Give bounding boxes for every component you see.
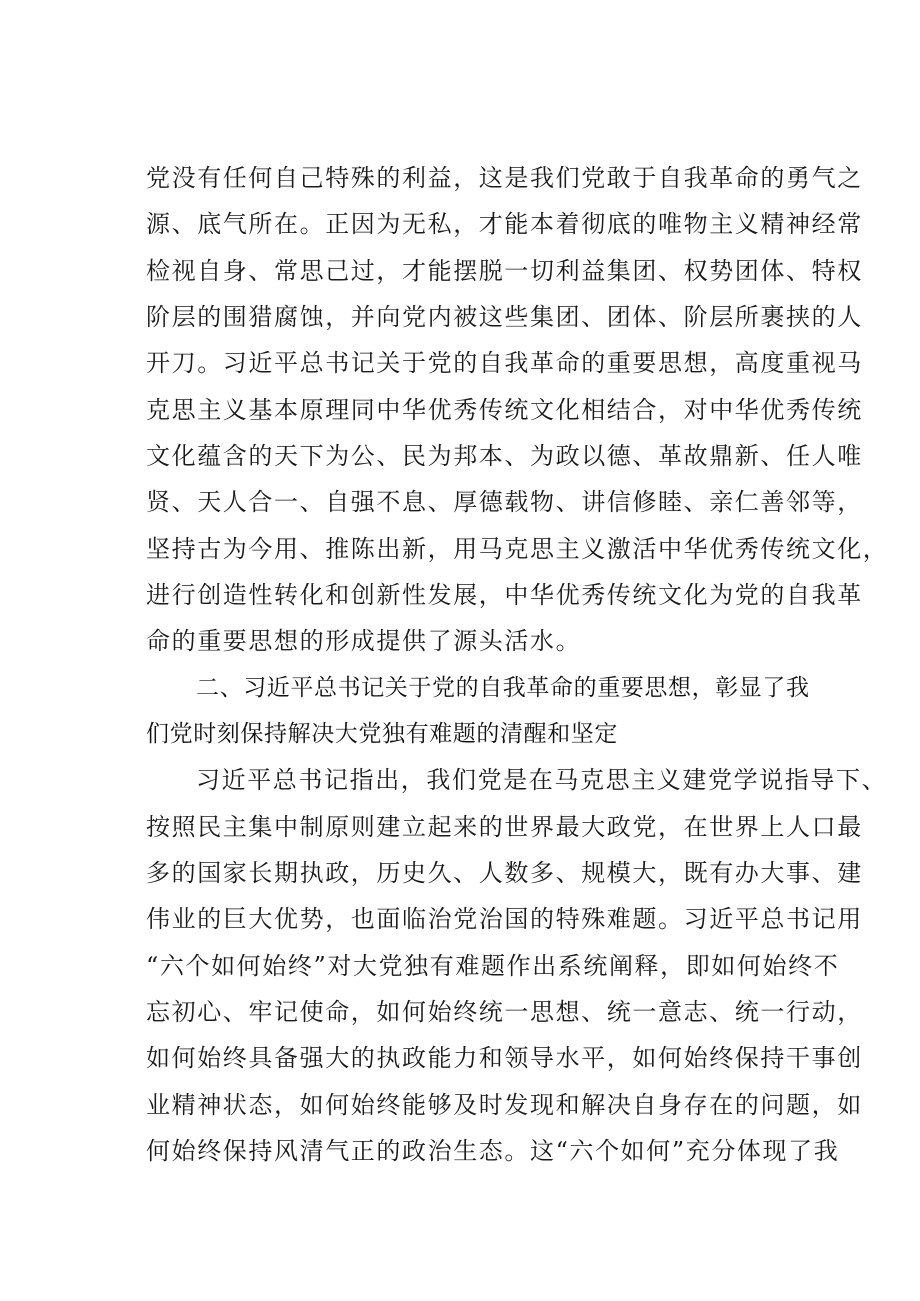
text-line: 坚持古为今用、推陈出新，用马克思主义激活中华优秀传统文化，	[146, 535, 889, 563]
text-line: 命的重要思想的形成提供了源头活水。	[146, 627, 582, 655]
text-line: 党没有任何自己特殊的利益，这是我们党敢于自我革命的勇气之	[146, 164, 863, 192]
text-line: 源、底气所在。正因为无私，才能本着彻底的唯物主义精神经常	[146, 210, 863, 238]
text-line: 多的国家长期执政，历史久、人数多、规模大，既有办大事、建	[146, 859, 863, 887]
text-line: 习近平总书记指出，我们党是在马克思主义建党学说指导下、	[196, 766, 888, 794]
text-line: “六个如何始终”对大党独有难题作出系统阐释，即如何始终不	[146, 952, 840, 980]
text-line: 开刀。习近平总书记关于党的自我革命的重要思想，高度重视马	[146, 349, 863, 377]
text-line: 阶层的围猎腐蚀，并向党内被这些集团、团体、阶层所裹挟的人	[146, 303, 863, 331]
text-line: 进行创造性转化和创新性发展，中华优秀传统文化为党的自我革	[146, 581, 863, 609]
text-line: 贤、天人合一、自强不息、厚德载物、讲信修睦、亲仁善邻等，	[146, 488, 863, 516]
text-line: 检视自身、常思己过，才能摆脱一切利益集团、权势团体、特权	[146, 257, 863, 285]
text-line: 文化蕴含的天下为公、民为邦本、为政以德、革故鼎新、任人唯	[146, 442, 863, 470]
text-line: 克思主义基本原理同中华优秀传统文化相结合，对中华优秀传统	[146, 396, 863, 424]
text-line: 按照民主集中制原则建立起来的世界最大政党，在世界上人口最	[146, 813, 863, 841]
text-line: 忘初心、牢记使命，如何始终统一思想、统一意志、统一行动，	[146, 998, 863, 1026]
heading-line: 二、习近平总书记关于党的自我革命的重要思想，彰显了我	[196, 675, 810, 701]
text-line: 何始终保持风清气正的政治生态。这“六个如何”充分体现了我	[146, 1137, 840, 1165]
heading-line: 们党时刻保持解决大党独有难题的清醒和坚定	[146, 721, 618, 747]
text-line: 如何始终具备强大的执政能力和领导水平，如何始终保持干事创	[146, 1044, 863, 1072]
text-line: 业精神状态，如何始终能够及时发现和解决自身存在的问题，如	[146, 1091, 863, 1119]
text-line: 伟业的巨大优势，也面临治党治国的特殊难题。习近平总书记用	[146, 905, 863, 933]
